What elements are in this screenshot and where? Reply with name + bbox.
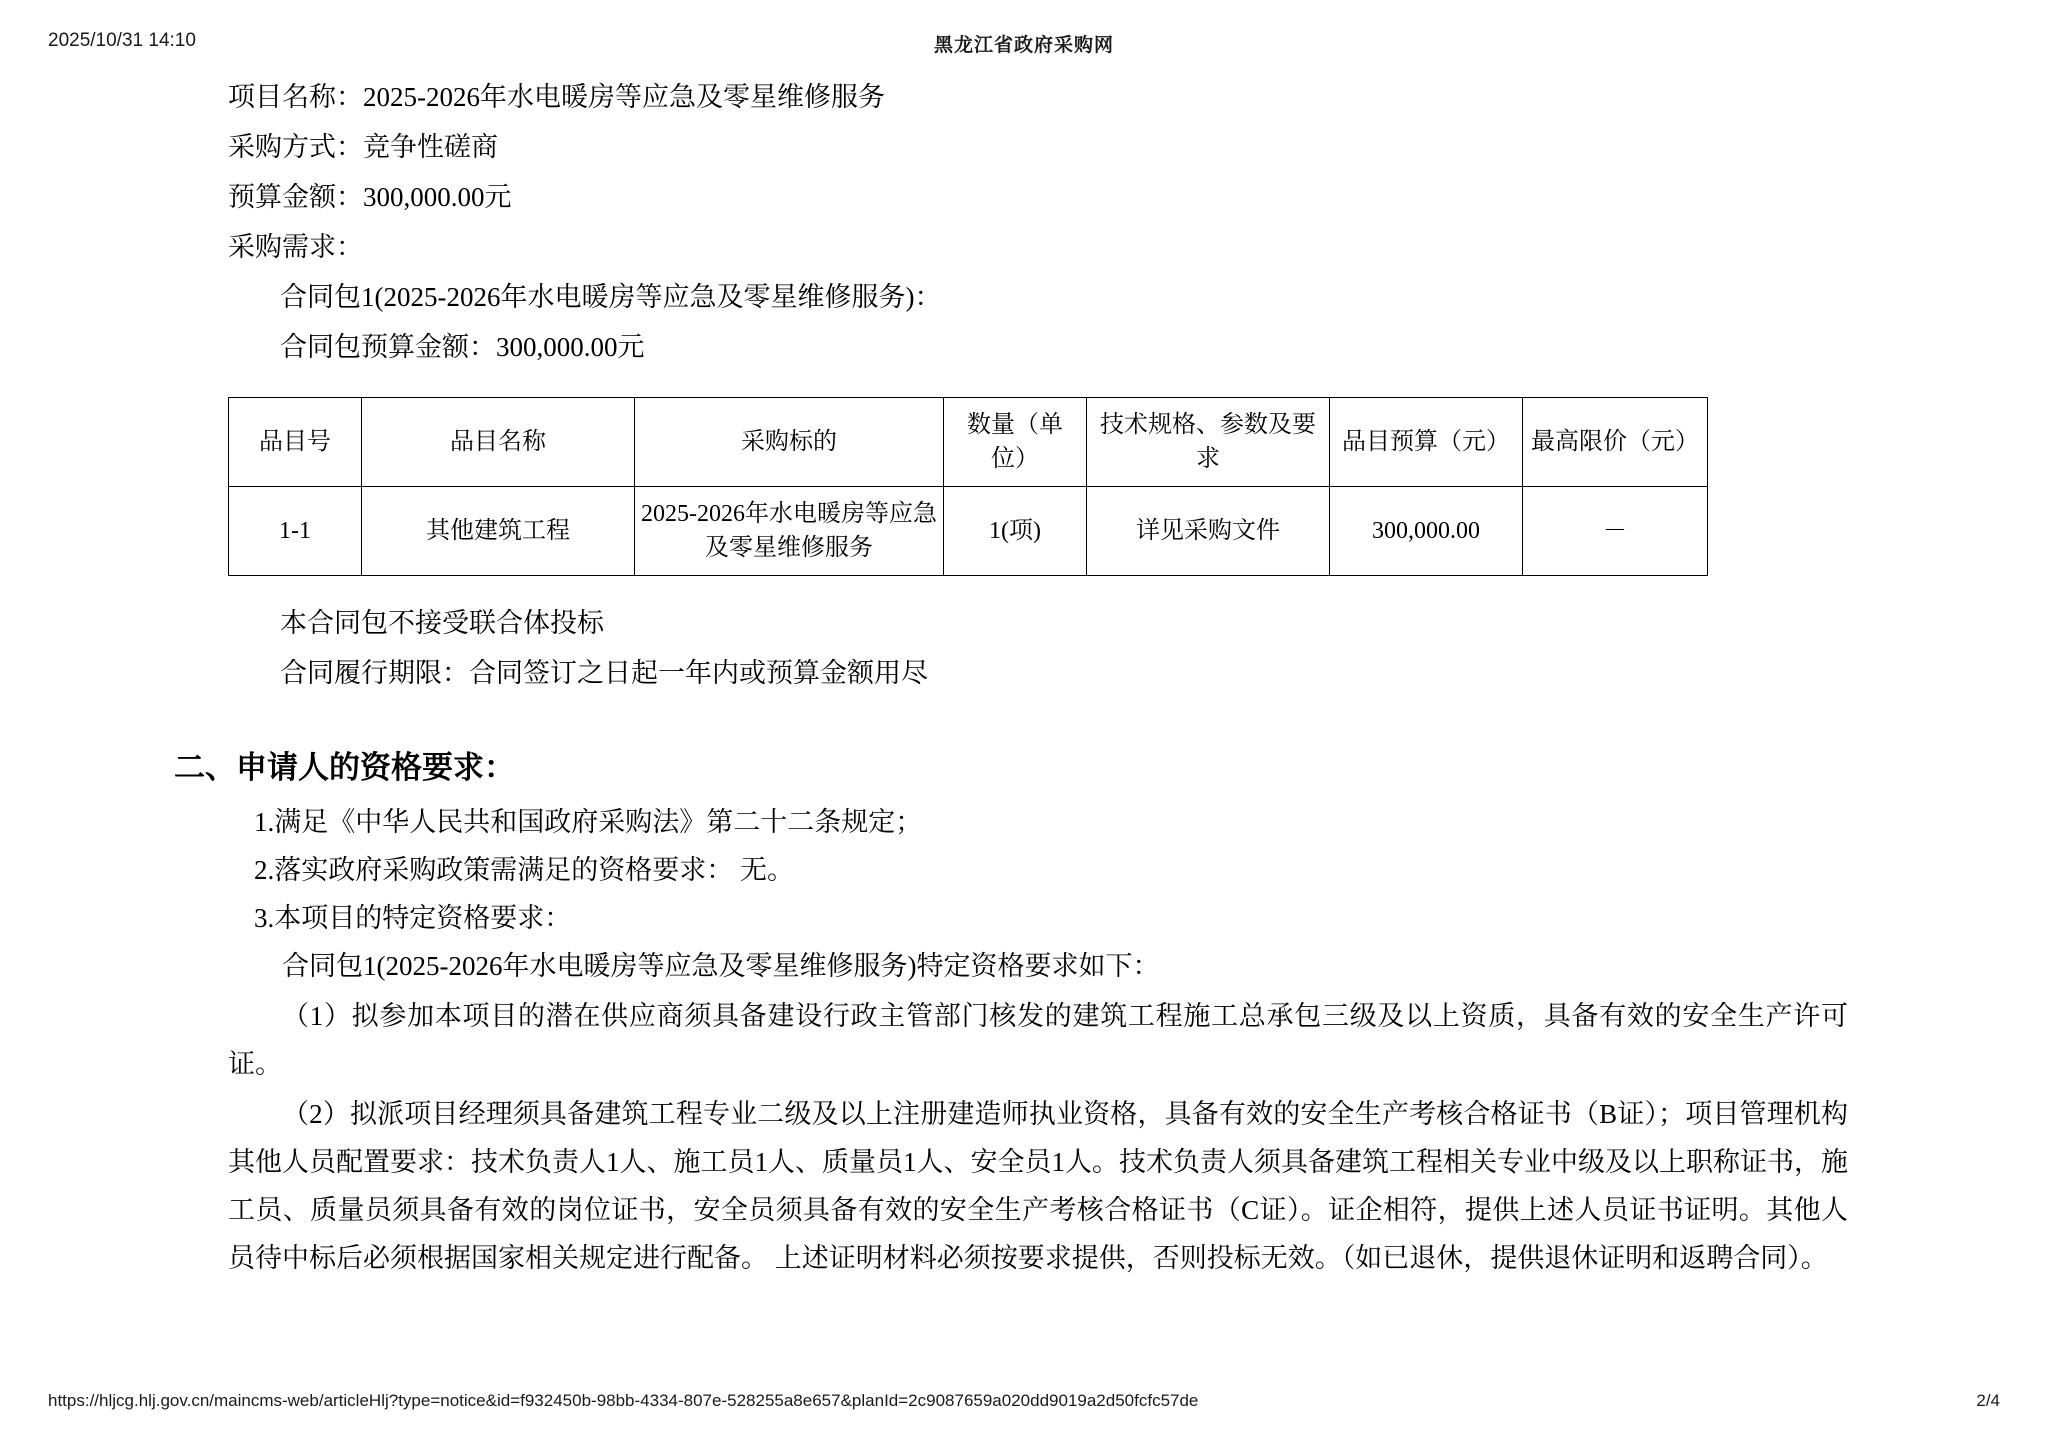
procurement-method-line [228, 122, 1848, 172]
cell-subject: 2025-2026年水电暖房等应急及零星维修服务 [635, 487, 944, 576]
package-line: 合同包1(2025-2026年水电暖房等应急及零星维修服务)： [280, 282, 942, 312]
page-number: 2/4 [1976, 1391, 2000, 1410]
site-title: 黑龙江省政府采购网 [933, 35, 1114, 56]
document-body [174, 72, 1848, 1282]
th-spec: 技术规格、参数及要求 [1087, 398, 1330, 487]
print-header [0, 30, 2048, 60]
th-max-price: 最高限价（元） [1523, 398, 1708, 487]
budget-label: 预算金额： [228, 182, 363, 212]
print-timestamp: 2025/10/31 14:10 [48, 30, 196, 51]
th-subject: 采购标的 [635, 398, 944, 487]
th-budget: 品目预算（元） [1330, 398, 1523, 487]
package-budget-line: 合同包预算金额：300,000.00元 [280, 332, 645, 362]
project-name-label: 项目名称： [228, 82, 363, 112]
procurement-items-table [228, 397, 1708, 576]
project-name-line [228, 72, 1848, 122]
requirement-line [228, 222, 1848, 272]
note-consortium: 本合同包不接受联合体投标 [280, 608, 604, 638]
section-title: 二、申请人的资格要求： [174, 750, 515, 785]
project-name-value: 2025-2026年水电暖房等应急及零星维修服务 [363, 82, 885, 112]
cell-budget: 300,000.00 [1330, 487, 1523, 576]
table-row [229, 487, 1708, 576]
cell-spec: 详见采购文件 [1087, 487, 1330, 576]
qualification-item-3: 3.本项目的特定资格要求： [254, 903, 572, 933]
cell-item-name: 其他建筑工程 [362, 487, 635, 576]
cell-max-price: － [1523, 487, 1708, 576]
cell-item-no: 1-1 [229, 487, 362, 576]
qualification-paragraph-2: （2）拟派项目经理须具备建筑工程专业二级及以上注册建造师执业资格，具备有效的安全生产考核合格证书（B证）；项目管理机构其他人员配置要求：技术负责人1人、施工员1人、质量员1人、安全员1人。技术负责人须具备建筑工程相关专业中级及以上职称证书，施工员、质量员须具备有效的岗位证书，安全员须具备有效的安全生产考核合格证书（C证）。证企相符，提供上述人员证书证明。其他人员待中标后必须根据国家相关规定进行配备。 上述证明材料必须按要求提供，否则投标无效。（如已退休，提供退休证明和返聘合同）。 [228, 1099, 1848, 1273]
th-item-no: 品目号 [229, 398, 362, 487]
th-item-name: 品目名称 [362, 398, 635, 487]
requirement-label: 采购需求： [228, 232, 363, 262]
note-duration: 合同履行期限：合同签订之日起一年内或预算金额用尽 [280, 658, 928, 688]
print-footer [0, 1391, 2048, 1419]
cell-quantity: 1(项) [944, 487, 1087, 576]
table-header-row [229, 398, 1708, 487]
procurement-method-label: 采购方式： [228, 132, 363, 162]
qualification-item-1: 1.满足《中华人民共和国政府采购法》第二十二条规定； [254, 807, 923, 837]
qualification-paragraph-1: （1）拟参加本项目的潜在供应商须具备建设行政主管部门核发的建筑工程施工总承包三级及以上资质，具备有效的安全生产许可证。 [228, 1001, 1848, 1079]
source-url: https://hljcg.hlj.gov.cn/maincms-web/articleHlj?type=notice&id=f932450b-98bb-4334-807e-528255a8e657&planId=2c9087659a020dd9019a2d50fcfc57de [48, 1391, 1199, 1410]
procurement-method-value: 竞争性磋商 [363, 132, 498, 162]
budget-line [228, 172, 1848, 222]
qualification-item-2: 2.落实政府采购政策需满足的资格要求： 无。 [254, 855, 794, 885]
budget-value: 300,000.00元 [363, 182, 512, 212]
th-quantity: 数量（单位） [944, 398, 1087, 487]
package-qualification-line: 合同包1(2025-2026年水电暖房等应急及零星维修服务)特定资格要求如下： [282, 951, 1160, 981]
